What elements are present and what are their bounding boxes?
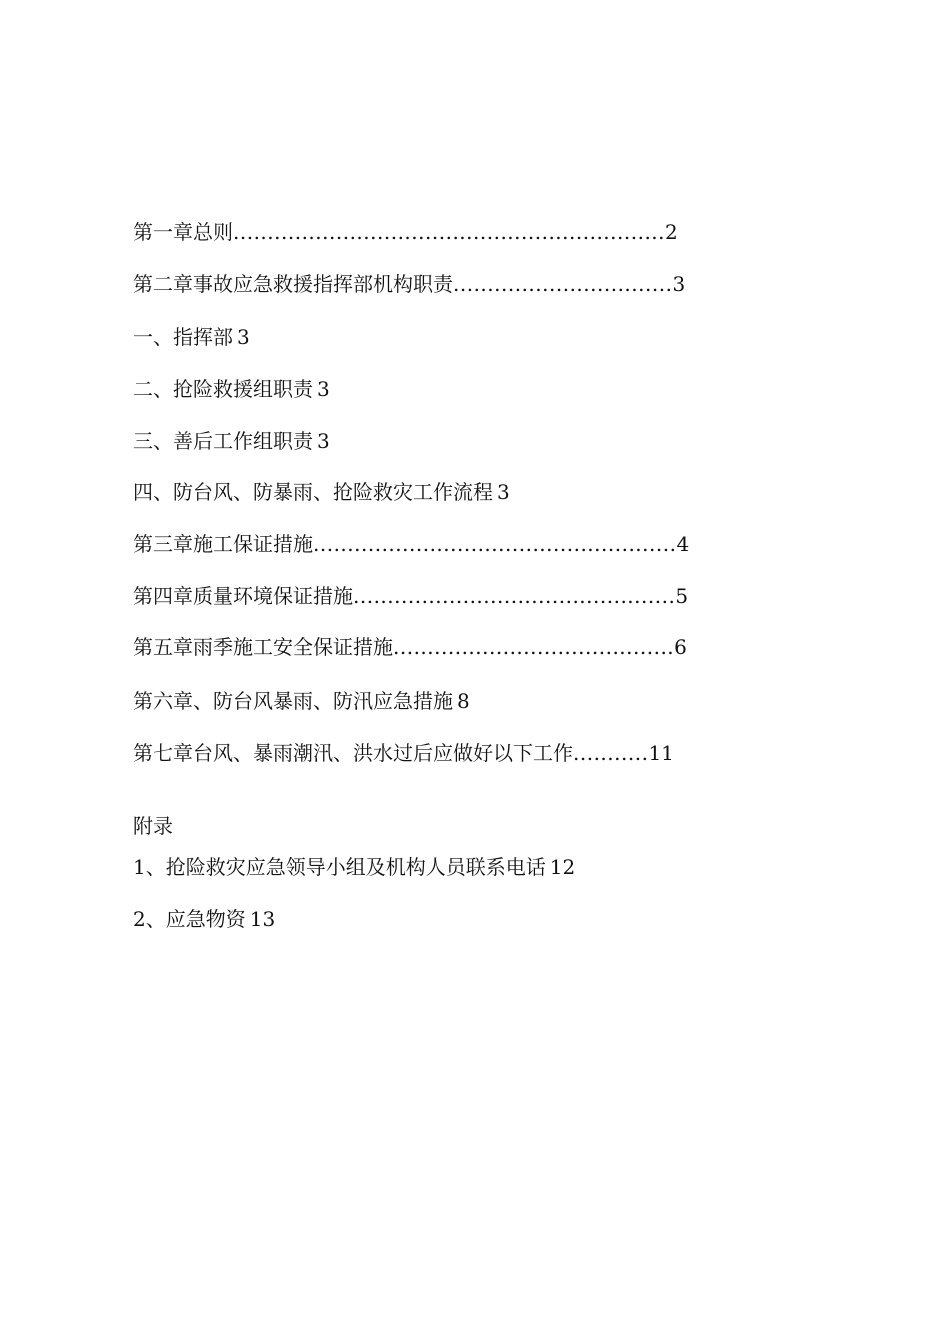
toc-entry-title: 第六章、防台风暴雨、防汛应急措施 <box>133 689 453 713</box>
appendix-heading: 附录 <box>133 814 173 838</box>
toc-entry-title: 第一章总则 <box>133 220 233 244</box>
toc-entry-chapter-2[interactable] <box>133 271 685 297</box>
toc-entry-section-4[interactable] <box>133 479 510 505</box>
toc-entry-section-1[interactable] <box>133 324 250 350</box>
toc-entry-title: 二、抢险救援组职责 <box>133 377 313 401</box>
toc-page-number: 2 <box>665 220 678 244</box>
toc-page-number: 3 <box>497 480 510 504</box>
toc-dot-leader: ......................................... <box>393 635 675 659</box>
toc-entry-title: 一、指挥部 <box>133 325 233 349</box>
toc-page-number: 13 <box>249 907 276 931</box>
toc-page-number: 12 <box>549 855 576 879</box>
toc-page-number: 3 <box>317 429 330 453</box>
toc-page-number: 3 <box>317 377 330 401</box>
toc-entry-chapter-5[interactable] <box>133 634 687 660</box>
toc-entry-title: 2、应急物资 <box>133 907 246 931</box>
toc-dot-leader: ............................................................... <box>233 220 666 244</box>
toc-entry-title: 第五章雨季施工安全保证措施 <box>133 635 393 659</box>
toc-page-number: 8 <box>457 689 470 713</box>
toc-dot-leader: ............................................... <box>353 584 676 608</box>
toc-entry-appendix-2[interactable] <box>133 906 275 932</box>
toc-page-number: 3 <box>237 325 250 349</box>
toc-entry-chapter-1[interactable] <box>133 219 678 245</box>
toc-page-number: 3 <box>672 272 686 296</box>
toc-entry-section-3[interactable] <box>133 428 330 454</box>
toc-entry-chapter-3[interactable] <box>133 531 689 557</box>
toc-page-number: 6 <box>674 635 687 659</box>
toc-entry-chapter-7[interactable] <box>133 740 674 766</box>
toc-page-number: 4 <box>676 532 690 556</box>
toc-page-number: 11 <box>648 741 674 765</box>
toc-page-number: 5 <box>675 584 689 608</box>
toc-entry-title: 第三章施工保证措施 <box>133 532 313 556</box>
toc-dot-leader: ........... <box>573 741 649 765</box>
toc-entry-title: 第四章质量环境保证措施 <box>133 584 353 608</box>
toc-entry-title: 第二章事故应急救援指挥部机构职责 <box>133 272 453 296</box>
toc-entry-title: 四、防台风、防暴雨、抢险救灾工作流程 <box>133 480 493 504</box>
toc-dot-leader: ................................ <box>453 272 673 296</box>
toc-entry-title: 第七章台风、暴雨潮汛、洪水过后应做好以下工作 <box>133 741 573 765</box>
toc-entry-section-2[interactable] <box>133 376 330 402</box>
toc-entry-chapter-4[interactable] <box>133 583 688 609</box>
toc-entry-title: 1、抢险救灾应急领导小组及机构人员联系电话 <box>133 855 546 879</box>
toc-dot-leader: ..................................................... <box>313 532 677 556</box>
toc-entry-chapter-6[interactable] <box>133 688 470 714</box>
toc-entry-appendix-1[interactable] <box>133 854 575 880</box>
toc-entry-title: 三、善后工作组职责 <box>133 429 313 453</box>
